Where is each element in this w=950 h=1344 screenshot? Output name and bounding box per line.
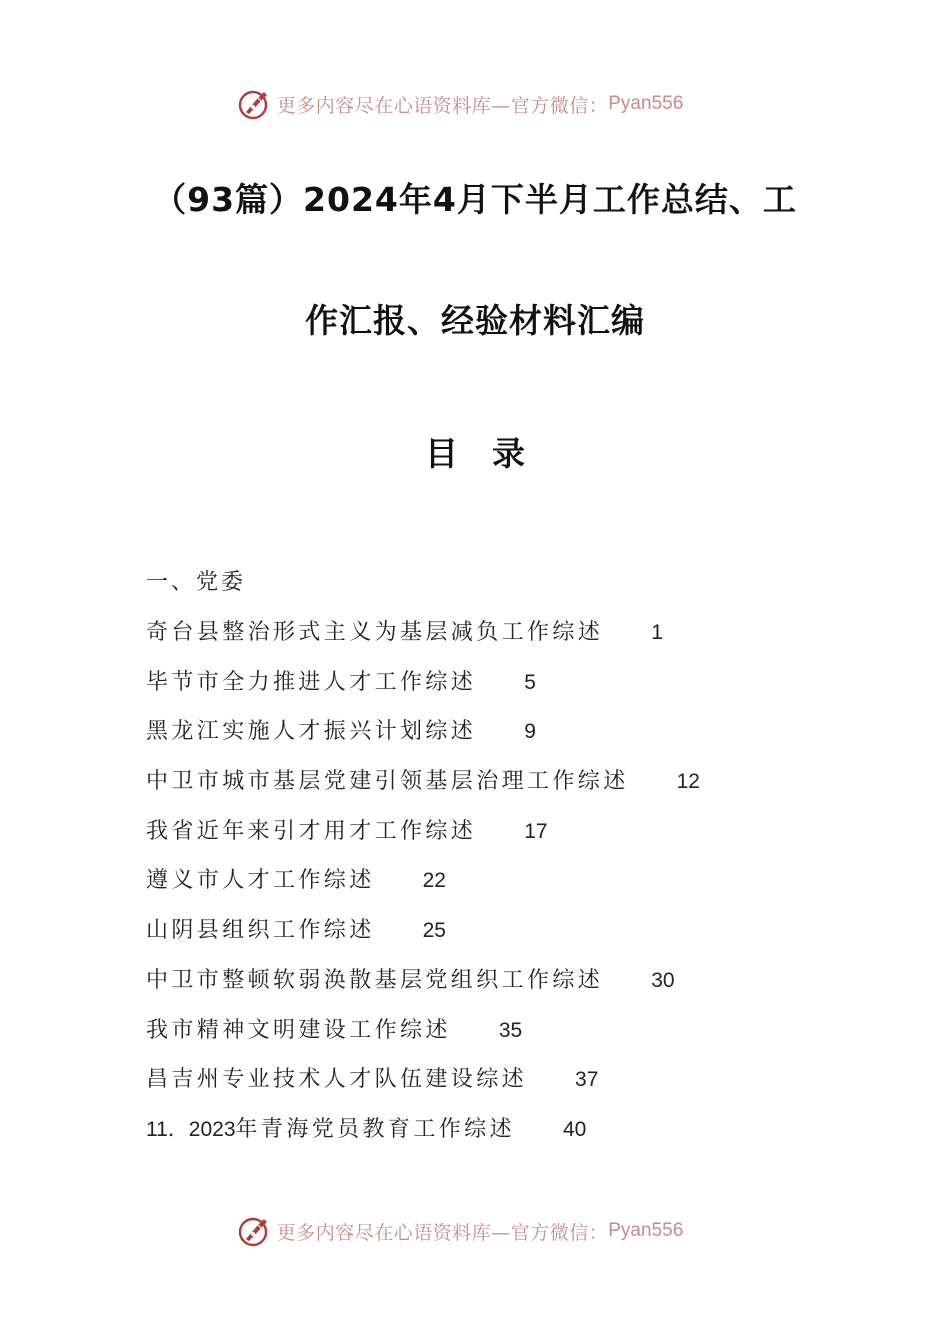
toc-entry-title: 中卫市城市基层党建引领基层治理工作综述 (146, 769, 629, 795)
toc-entry-page: 30 (651, 968, 675, 992)
toc-entry-title: 黑龙江实施人才振兴计划综述 (146, 719, 477, 745)
toc-entry-title: 山阴县组织工作综述 (146, 918, 375, 944)
toc-entry-title: 我市精神文明建设工作综述 (146, 1017, 451, 1043)
toc-section-heading: 一、党委 (146, 570, 247, 595)
toc-entry-page: 12 (676, 770, 700, 794)
toc-entry-title: 中卫市整顿软弱涣散基层党组织工作综述 (146, 967, 604, 993)
watermark-text: 更多内容尽在心语资料库—官方微信： (276, 94, 609, 117)
toc-entry-number: 11．2023 (146, 1117, 236, 1141)
toc-entry[interactable] (146, 861, 846, 911)
toc-entry[interactable] (146, 961, 846, 1011)
toc-entry-title: 我省近年来引才用才工作综述 (146, 818, 477, 844)
toc-entry-page: 40 (562, 1117, 587, 1141)
document-title-line-2: 作汇报、经验材料汇编 (305, 301, 645, 340)
pen-nib-circle-icon (237, 86, 273, 122)
toc-entry-page: 17 (524, 819, 548, 843)
toc-entry-title: 遵义市人才工作综述 (146, 868, 375, 894)
toc-entry-page: 1 (651, 621, 663, 644)
watermark-handle: Pyan556 (608, 93, 684, 114)
toc-entry[interactable] (146, 712, 846, 762)
toc-entry[interactable] (146, 911, 846, 961)
table-of-contents (146, 563, 846, 1160)
toc-entry-page: 25 (422, 919, 446, 943)
header-watermark (0, 84, 950, 124)
document-title-line-1: （93篇）2024年4月下半月工作总结、工 (153, 180, 797, 219)
toc-entry[interactable] (146, 812, 846, 862)
footer-watermark (0, 1211, 950, 1251)
toc-entry-title: 奇台县整治形式主义为基层减负工作综述 (146, 620, 604, 645)
toc-heading: 目录 (425, 434, 559, 473)
toc-entry-page: 22 (422, 869, 446, 893)
toc-entry-page: 37 (575, 1068, 599, 1092)
toc-entry-title: 昌吉州专业技术人才队伍建设综述 (146, 1067, 528, 1093)
toc-entry[interactable] (146, 663, 846, 713)
toc-entry[interactable] (146, 613, 846, 663)
toc-entry[interactable] (146, 1110, 846, 1160)
pen-nib-circle-icon (237, 1213, 273, 1249)
toc-entry[interactable] (146, 1060, 846, 1110)
toc-entry[interactable] (146, 762, 846, 812)
toc-entry-page: 35 (498, 1018, 523, 1042)
toc-entry-title: 年青海党员教育工作综述 (235, 1116, 515, 1142)
toc-entry-page: 9 (524, 720, 536, 744)
toc-entry-page: 5 (524, 670, 536, 694)
watermark-text: 更多内容尽在心语资料库—官方微信： (276, 1221, 609, 1244)
toc-entry[interactable] (146, 1011, 846, 1061)
toc-entry-title: 毕节市全力推进人才工作综述 (146, 669, 477, 695)
watermark-handle: Pyan556 (608, 1220, 684, 1241)
